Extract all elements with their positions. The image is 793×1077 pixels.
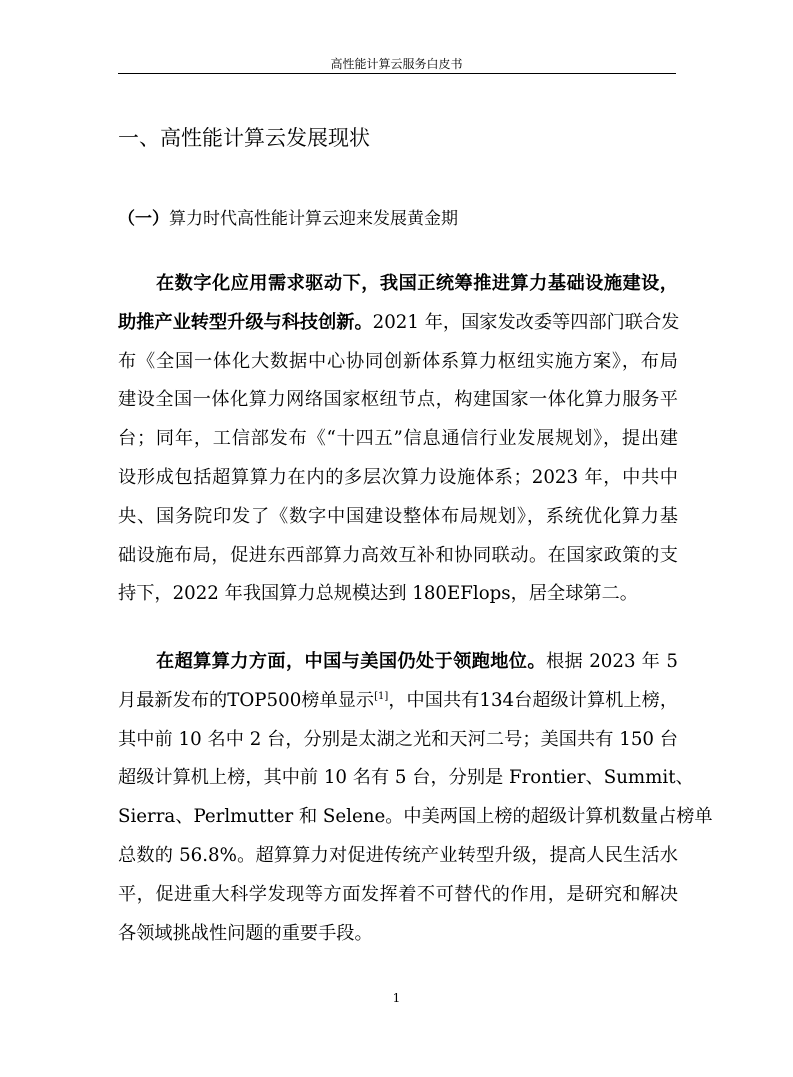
body-text-span: 2021 年，国家发改委等四部门联合发 [372,311,680,333]
paragraph-line: 总数的 56.8%。超算算力对促进传统产业转型升级，提高人民生活水 [118,844,678,866]
paragraph-line: 布《全国一体化大数据中心协同创新体系算力枢纽实施方案》，布局 [118,350,678,372]
paragraph-line: 持下，2022 年我国算力总规模达到 180EFlops，居全球第二。 [118,583,638,605]
paragraph-line: 台；同年，工信部发布《“十四五”信息通信行业发展规划》，提出建 [118,428,678,450]
body-text-span: 月最新发布的TOP500榜单显示 [118,689,375,711]
paragraph-line [118,682,678,721]
paragraph-line: 央、国务院印发了《数字中国建设整体布局规划》，系统优化算力基 [118,505,678,527]
paragraph-line [118,643,678,682]
body-text-span: 根据 2023 年 5 [545,651,678,672]
paragraph-line: 各领域挑战性问题的重要手段。 [118,922,373,944]
paragraph-line: 超级计算机上榜，其中前 10 名有 5 台，分别是 Frontier、Summit、 [118,767,694,789]
body-text-span: ，中国共有134台超级计算机上榜， [388,689,679,711]
bold-lead-text: 在数字化应用需求驱动下，我国正统筹推进算力基础设施建设， [156,273,678,294]
paragraph-2 [118,643,713,953]
paragraph-line [118,265,678,304]
paragraph-line: 平，促进重大科学发现等方面发挥着不可替代的作用，是研究和解决 [118,883,678,905]
section-heading: 一、高性能计算云发展现状 [118,126,370,150]
subsection-heading [118,206,458,232]
page-number: 1 [392,991,401,1005]
subsection-number: （一） [118,209,169,229]
paragraph-line: 其中前 10 名中 2 台，分别是太湖之光和天河二号；美国共有 150 台 [118,728,678,750]
paragraph-1 [118,265,678,614]
subsection-title: 算力时代高性能计算云迎来发展黄金期 [169,209,458,229]
paragraph-line: 建设全国一体化算力网络国家枢纽节点，构建国家一体化算力服务平 [118,389,678,411]
paragraph-line: 设形成包括超算算力在内的多层次算力设施体系；2023 年，中共中 [118,466,678,488]
header-divider [118,73,676,74]
running-header: 高性能计算云服务白皮书 [330,57,463,71]
paragraph-line [118,304,678,343]
bold-lead-text: 在超算算力方面，中国与美国仍处于领跑地位。 [156,651,546,672]
paragraph-line: 础设施布局，促进东西部算力高效互补和协同联动。在国家政策的支 [118,544,678,566]
citation-reference[interactable]: [1] [374,690,389,702]
paragraph-line: Sierra、Perlmutter 和 Selene。中美两国上榜的超级计算机数量占榜单 [118,806,713,828]
bold-lead-text: 助推产业转型升级与科技创新。 [118,311,373,333]
